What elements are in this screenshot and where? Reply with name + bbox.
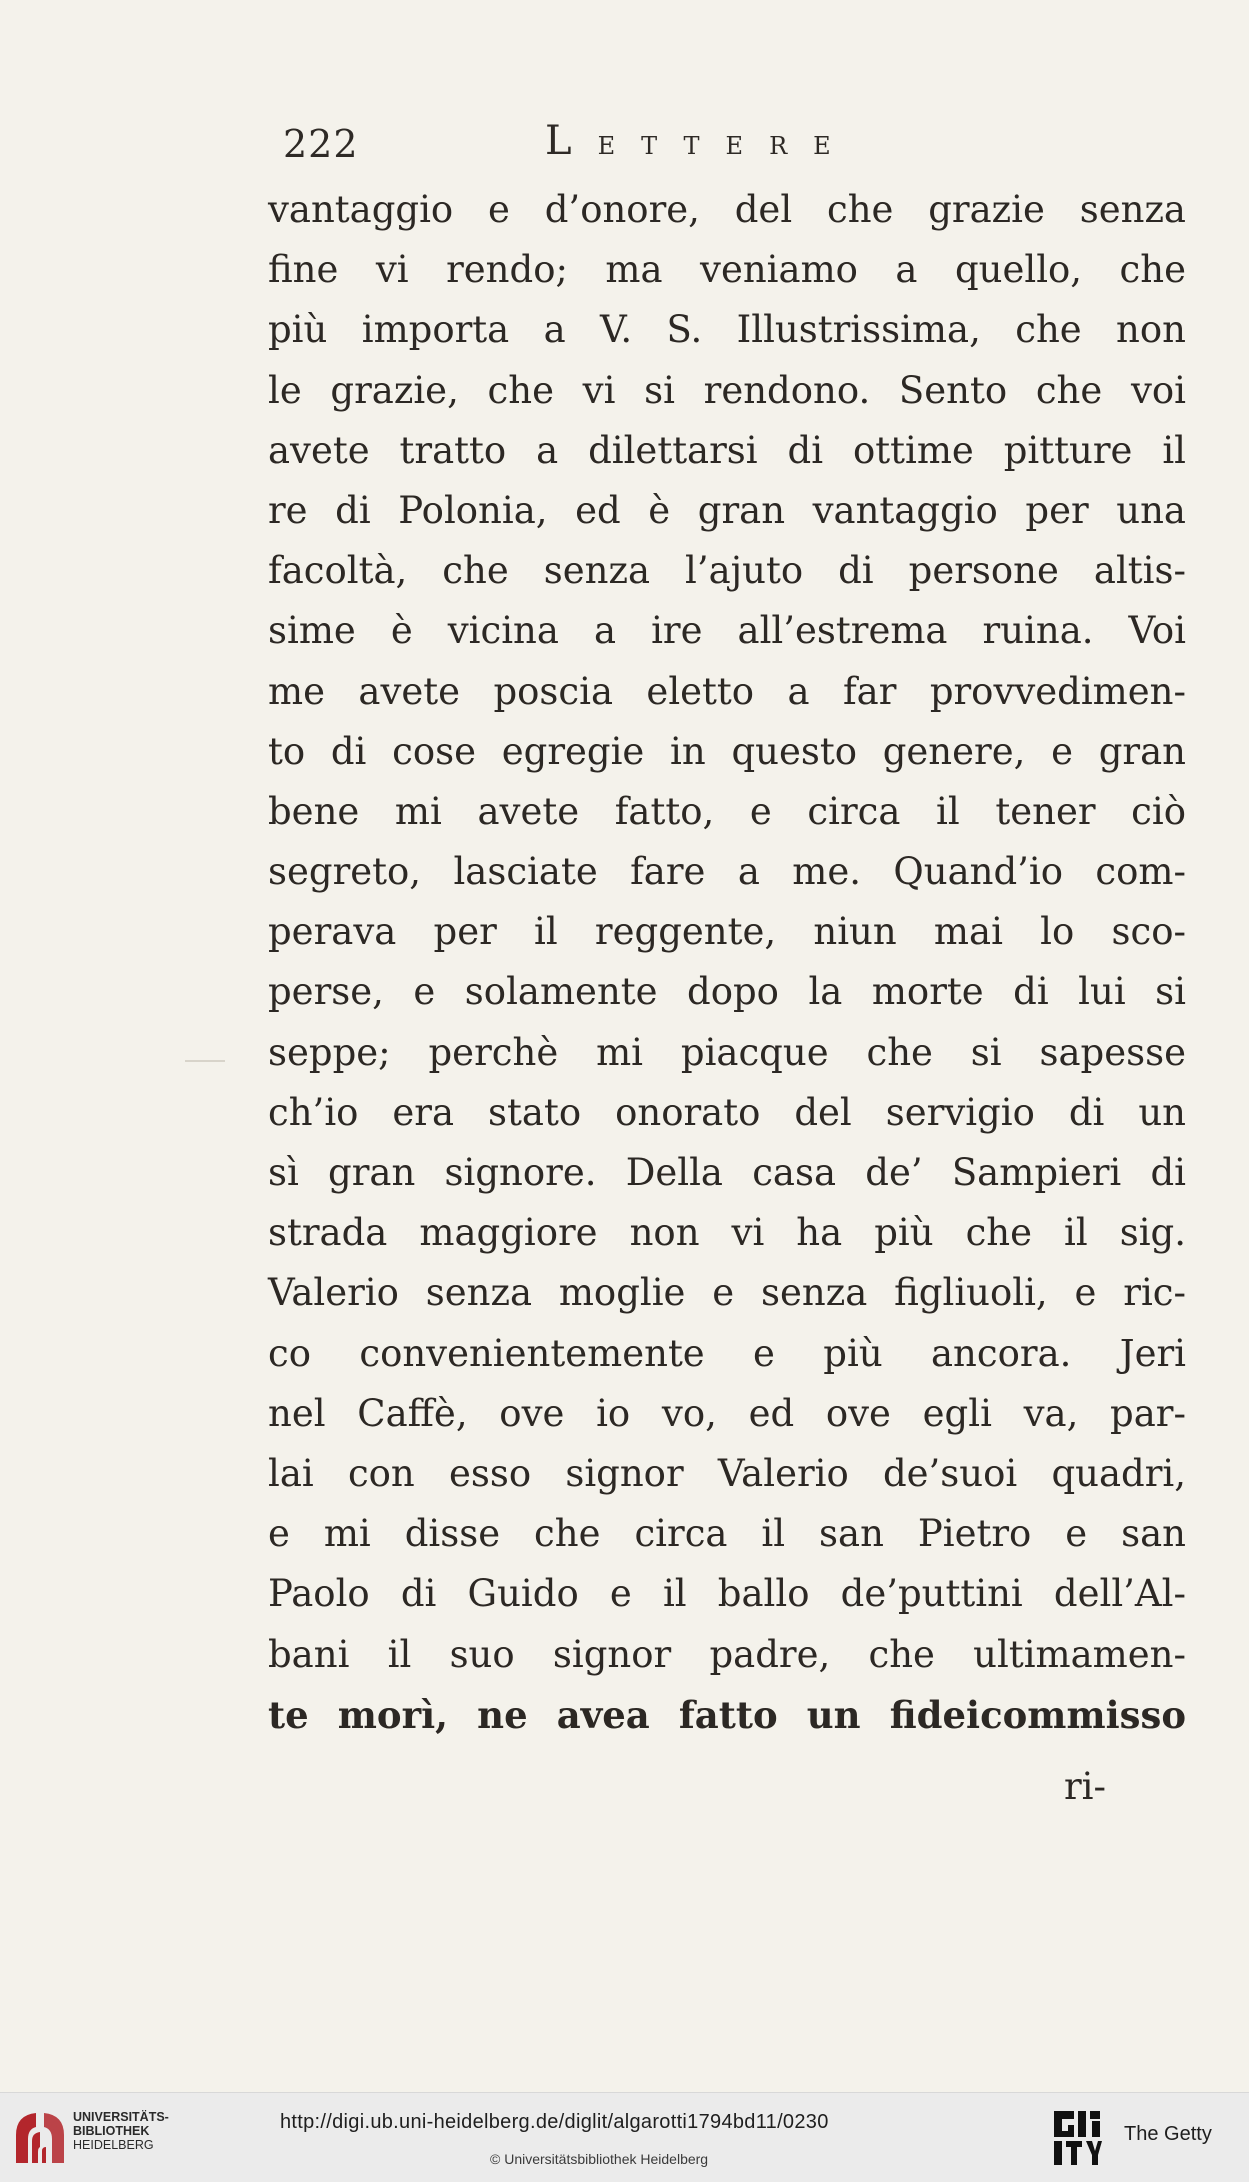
- page-number: 222: [283, 122, 359, 166]
- text-line: Paolo di Guido e il ballo de’puttini dell’Al-: [268, 1572, 1186, 1616]
- library-name: [73, 2110, 169, 2152]
- text-line: re di Polonia, ed è gran vantaggio per una: [268, 488, 1186, 532]
- text-line: bene mi avete fatto, e circa il tener ciò: [268, 789, 1186, 833]
- text-line: te morì, ne avea fatto un fideicommisso: [268, 1692, 1186, 1737]
- text-line: segreto, lasciate fare a me. Quand’io com-: [268, 850, 1186, 894]
- text-line: perse, e solamente dopo la morte di lui si: [268, 970, 1186, 1014]
- text-line: to di cose egregie in questo genere, e gran: [268, 729, 1186, 773]
- text-line: me avete poscia eletto a far provvedimen-: [268, 669, 1186, 713]
- library-name-line3: HEIDELBERG: [73, 2138, 154, 2152]
- text-line: seppe; perchè mi piacque che si sapesse: [268, 1030, 1186, 1074]
- running-title-initial: L: [545, 118, 598, 164]
- text-line: avete tratto a dilettarsi di ottime pitture il: [268, 428, 1186, 472]
- text-line: Valerio senza moglie e senza figliuoli, e ric-: [268, 1271, 1186, 1315]
- getty-logo-icon: [1052, 2107, 1102, 2169]
- viewer-footer: [0, 2092, 1249, 2182]
- text-line: più importa a V. S. Illustrissima, che non: [268, 308, 1186, 352]
- text-line: fine vi rendo; ma veniamo a quello, che: [268, 248, 1186, 292]
- running-title-rest: ETTERE: [597, 132, 857, 160]
- text-line: perava per il reggente, niun mai lo sco-: [268, 910, 1186, 954]
- getty-label: The Getty: [1124, 2123, 1212, 2145]
- margin-mark: [185, 1060, 225, 1062]
- text-line: sì gran signore. Della casa de’ Sampieri di: [268, 1151, 1186, 1194]
- library-name-line2: BIBLIOTHEK: [73, 2124, 150, 2138]
- text-line: strada maggiore non vi ha più che il sig.: [268, 1211, 1186, 1255]
- text-line: sime è vicina a ire all’estrema ruina. Voi: [268, 609, 1186, 653]
- letter-text: [268, 180, 1186, 1745]
- library-name-line1: UNIVERSITÄTS-: [73, 2110, 169, 2124]
- text-line: e mi disse che circa il san Pietro e san: [268, 1512, 1186, 1556]
- text-line: ch’io era stato onorato del servigio di un: [268, 1090, 1186, 1134]
- permalink-url[interactable]: http://digi.ub.uni-heidelberg.de/diglit/algarotti1794bd11/0230: [280, 2111, 829, 2133]
- catchword: ri-: [1064, 1765, 1107, 1808]
- text-line: bani il suo signor padre, che ultimamen-: [268, 1632, 1186, 1676]
- text-line: nel Caffè, ove io vo, ed ove egli va, par-: [268, 1391, 1186, 1435]
- university-library-logo-icon: [12, 2107, 68, 2167]
- text-line: lai con esso signor Valerio de’suoi quadri,: [268, 1451, 1186, 1495]
- text-line: facoltà, che senza l’ajuto di persone altis-: [268, 549, 1186, 593]
- running-title: [545, 118, 857, 164]
- text-line: vantaggio e d’onore, del che grazie senza: [268, 188, 1186, 231]
- text-line: le grazie, che vi si rendono. Sento che voi: [268, 368, 1186, 412]
- text-line: co convenientemente e più ancora. Jeri: [268, 1331, 1186, 1375]
- copyright-notice: © Universitätsbibliothek Heidelberg: [490, 2151, 709, 2167]
- running-header: [283, 118, 983, 178]
